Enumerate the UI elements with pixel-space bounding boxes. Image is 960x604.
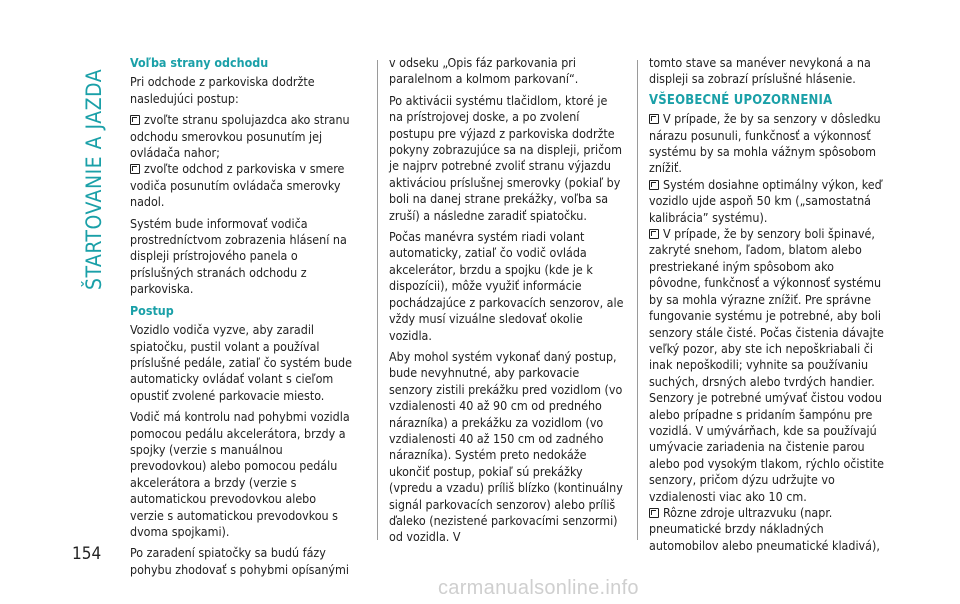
bullet-text: Rôzne zdroje ultrazvuku (napr. pneumatické brzdy nákladných automobilov alebo pneumatické kladivá), bbox=[649, 504, 880, 553]
bullet-item bbox=[130, 161, 352, 210]
column-divider bbox=[377, 60, 378, 540]
paragraph: Vodič má kontrolu nad pohybmi vozidla pomocou pedálu akcelerátora, brzdy a spojky (verzie s manuálnou prevodovkou) alebo pomocou pedálu akcelerátora a brzdy (verzie s automatickou prevodovkou alebo verzie s automatickou prevodovkou s dvoma spojkami). bbox=[130, 409, 350, 539]
watermark: carmanualsonline.info bbox=[438, 577, 639, 599]
bullet-item bbox=[649, 505, 885, 554]
paragraph: Pri odchode z parkoviska dodržte nasledujúci postup: bbox=[130, 74, 315, 106]
column-3 bbox=[649, 55, 885, 559]
bullet-item bbox=[649, 177, 885, 226]
column-1 bbox=[130, 55, 352, 583]
paragraph: Po aktivácii systému tlačidlom, ktoré je na prístrojovej doske, a po zvolení postupu pre výjazd z parkoviska dodržte pokyny zobrazujúce sa na displeji, pričom je najprv potrebné zvoliť stranu výjazdu aktiváciou príslušnej smerovky (pokiaľ by boli na danej strane prekážky, voľba sa zruší) a následne zaradiť spiatočku. bbox=[389, 92, 622, 223]
bullet-icon bbox=[130, 164, 140, 174]
bullet-text: Systém dosiahne optimálny výkon, keď vozidlo ujde aspoň 50 km („samostatná kalibrácia” systému). bbox=[649, 176, 882, 225]
bullet-text: V prípade, že by sa senzory v dôsledku nárazu posunuli, funkčnosť a výkonnosť systému by sa mohla vážnym spôsobom znížiť. bbox=[649, 111, 881, 176]
paragraph: v odseku „Opis fáz parkovania pri paralelnom a kolmom parkovaní“. bbox=[389, 55, 579, 87]
chapter-side-title: ŠTARTOVANIE A JAZDA bbox=[82, 68, 106, 290]
section-heading: Voľba strany odchodu bbox=[130, 55, 269, 70]
section-heading: VŠEOBECNÉ UPOZORNENIA bbox=[649, 92, 833, 108]
bullet-item bbox=[649, 111, 885, 177]
bullet-item bbox=[649, 226, 885, 505]
bullet-text: V prípade, že by senzory boli špinavé, zakryté snehom, ľadom, blatom alebo prestriekané iným spôsobom ako pôvodne, funkčnosť a výkonnosť systému by sa mohla výrazne znížiť. Pre správne fungovanie systému je potrebné, aby boli senzory stále čisté. Počas čistenia dávajte veľký pozor, aby ste ich nepoškriabali či inak nepoškodili; vyhnite sa používaniu suchých, drsných alebo tvrdých handier. Senzory je potrebné umývať čistou vodou alebo prípadne s pridaním šampónu pre vozidlá. V umývárňach, kde sa používajú umývacie zariadenia na čistenie parou alebo pod vysokým tlakom, rýchlo očistite senzory, pričom dýzu udržujte vo vzdialenosti viac ako 10 cm. bbox=[649, 226, 885, 504]
paragraph: tomto stave sa manéver nevykoná a na displeji sa zobrazí príslušné hlásenie. bbox=[649, 55, 871, 87]
bullet-icon bbox=[649, 508, 659, 518]
paragraph: Vozidlo vodiča vyzve, aby zaradil spiatočku, pustil volant a používal príslušné pedále, zatiaľ čo systém bude automaticky ovládať volant s cieľom opustiť zvolené parkovacie miesto. bbox=[130, 322, 352, 403]
column-2 bbox=[389, 55, 624, 551]
bullet-icon bbox=[649, 114, 659, 124]
bullet-text: zvoľte odchod z parkoviska v smere vodiča posunutím ovládača smerovky nadol. bbox=[130, 161, 345, 210]
paragraph: Po zaradení spiatočky sa budú fázy pohybu zhodovať s pohybmi opísanými bbox=[130, 545, 349, 577]
page-number: 154 bbox=[72, 544, 102, 564]
bullet-text: zvoľte stranu spolujazdca ako stranu odchodu smerovkou posunutím jej ovládača nahor; bbox=[130, 112, 350, 161]
bullet-icon bbox=[649, 180, 659, 190]
column-divider bbox=[637, 60, 638, 540]
paragraph: Aby mohol systém vykonať daný postup, bude nevyhnutné, aby parkovacie senzory zistili prekážku pred vozidlom (vo vzdialenosti 40 až 90 cm od predného nárazníka) a prekážku za vozidlom (vo vzdialenosti 40 až 150 cm od zadného nárazníka). Systém preto nedokáže ukončiť postup, pokiaľ sú prekážky (vpredu a vzadu) príliš blízko (kontinuálny signál parkovacích senzorov) alebo príliš ďaleko (nezistené parkovacími senzormi) od vozidla. V bbox=[389, 348, 623, 545]
paragraph: Systém bude informovať vodiča prostredníctvom zobrazenia hlásení na displeji prístrojového panela o príslušných stranách odchodu z parkoviska. bbox=[130, 215, 347, 297]
section-heading: Postup bbox=[130, 302, 174, 318]
bullet-icon bbox=[130, 115, 140, 125]
bullet-icon bbox=[649, 229, 659, 239]
paragraph: Počas manévra systém riadi volant automaticky, zatiaľ čo vodič ovláda akcelerátor, brzdu a spojku (kde je k dispozícii), môže využiť informácie pochádzajúce z parkovacích senzorov, ale vždy musí vizuálne sledovať okolie vozidla. bbox=[389, 229, 624, 343]
bullet-item bbox=[130, 112, 352, 161]
